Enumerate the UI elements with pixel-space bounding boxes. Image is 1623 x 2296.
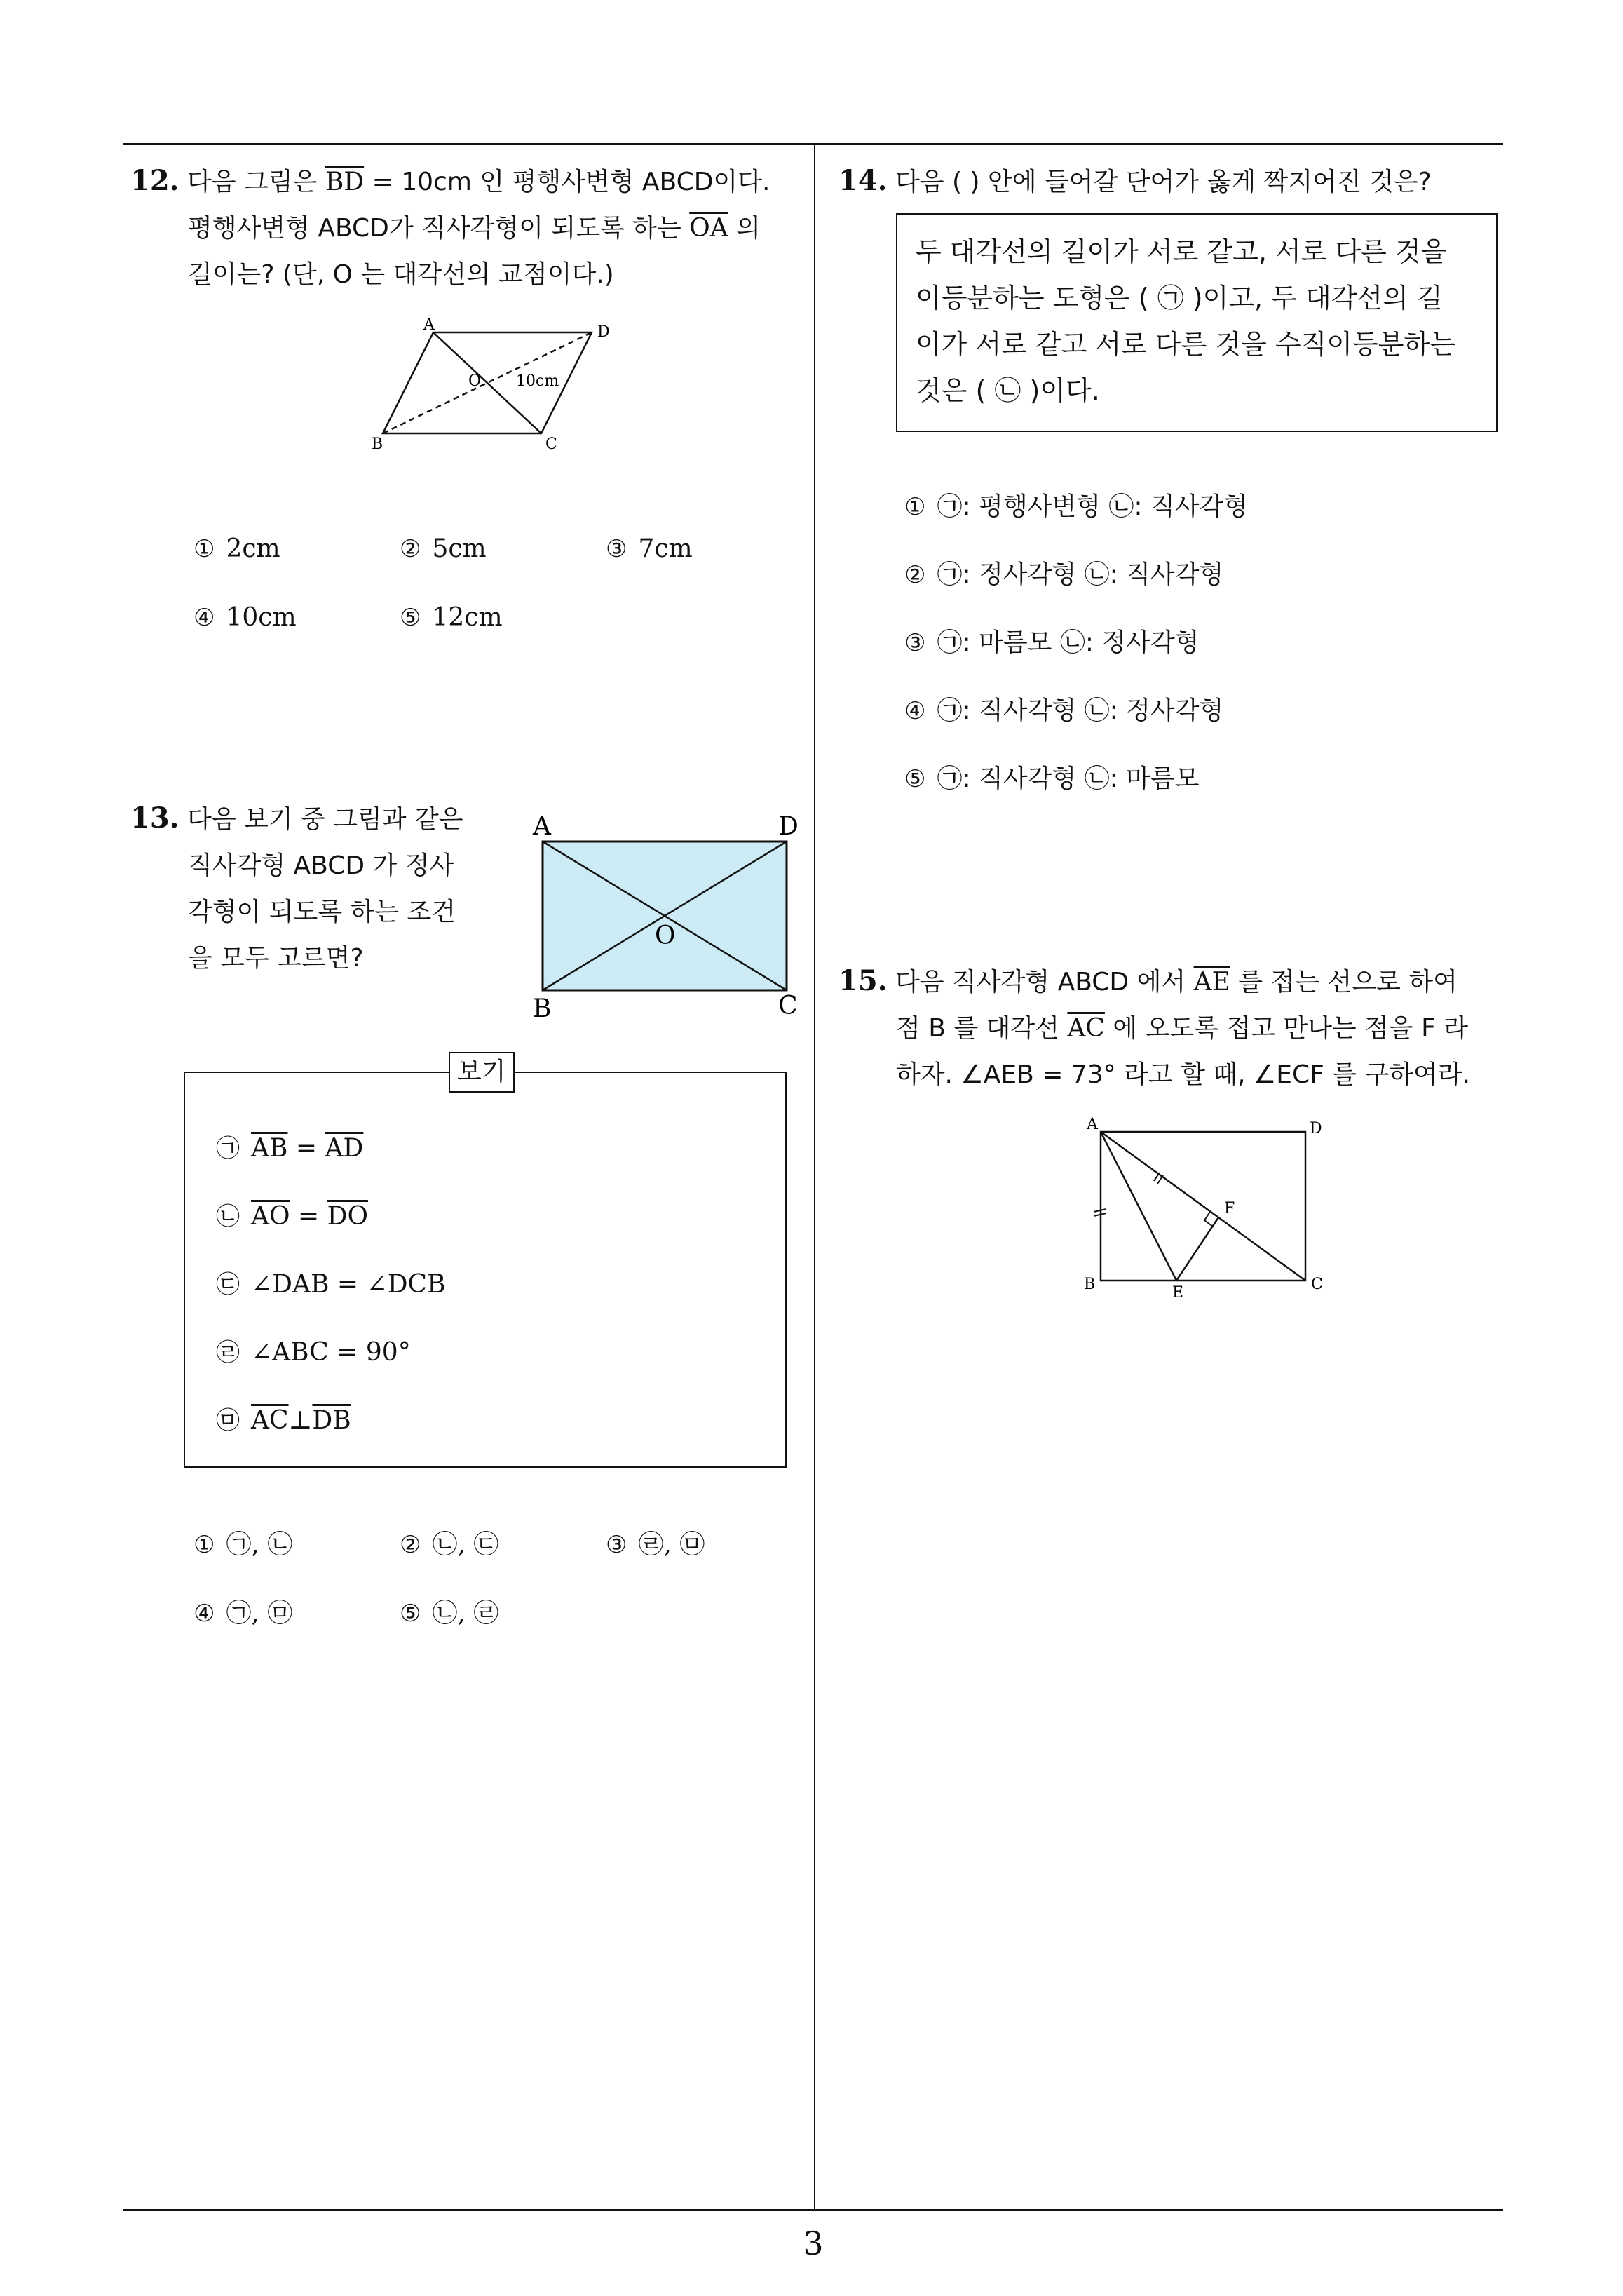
condition-3: ㉢ ∠DAB = ∠DCB [216,1270,446,1299]
right-angle-mark [1204,1212,1213,1227]
q12-choice-3[interactable]: ③ 7cm [606,534,693,563]
tick-af-2 [1157,1175,1163,1184]
q15-line1: 15. 다음 직사각형 ABCD 에서 $\overline{AE}$ 를 접는 선으로 하여 [838,964,1458,997]
q13-rectangle-figure [526,806,813,1031]
condition-2: ㉡ $\overline{AO} = \overline{DO}$ [216,1202,368,1231]
segment-ae [1101,1132,1176,1281]
q15-label-e: E [1172,1284,1184,1297]
q13-label-d: D [778,812,799,841]
segment-oa: $\overline{OA}$ [689,214,728,243]
q12-line1: 12. 다음 그림은 $\overline{BD} = 10cm$ 인 평행사변형 ABCD이다. [130,164,770,197]
q14-choice-2[interactable]: ② ㉠: 정사각형 ㉡: 직사각형 [904,560,1224,589]
tick-af-1 [1154,1173,1160,1181]
q14-choice-5[interactable]: ⑤ ㉠: 직사각형 ㉡: 마름모 [904,764,1200,793]
q15-line3: 하자. ∠AEB = 73° 라고 할 때, ∠ECF 를 구하여라. [896,1060,1471,1089]
q14-statement: 두 대각선의 길이가 서로 같고, 서로 다른 것을 이등분하는 도형은 ( ㉠ )이고, 두 대각선의 길 이가 서로 같고 서로 다른 것을 수직이등분하는 것은 ( ㉡ )이다. [916,236,1455,406]
q12-label-b: B [372,435,383,453]
q15-label-c: C [1311,1276,1323,1293]
q12-choice-5[interactable]: ⑤ 12cm [400,603,503,632]
q13-choice-4[interactable]: ④ ㉠, ㉤ [193,1599,293,1628]
q12-label-c: C [545,435,557,453]
condition-5: ㉤ $\overline{AC}\perp\overline{DB}$ [216,1406,351,1435]
condition-4: ㉣ ∠ABC = 90° [216,1338,411,1367]
question-14 [838,158,1498,205]
q14-choice-1[interactable]: ① ㉠: 평행사변형 ㉡: 직사각형 [904,492,1249,521]
condition-1: ㉠ $\overline{AB} = \overline{AD}$ [216,1134,364,1163]
question-15 [838,958,1512,1098]
q13-label-o: O [655,921,676,950]
question-13: 13. 다음 보기 중 그림과 같은 직사각형 ABCD 가 정사 각형이 되도록 하는 조건 을 모두 고르면? [130,795,509,982]
page-number: 3 [803,2224,824,2262]
bottom-rule [123,2209,1503,2211]
q12-label-a: A [423,316,435,334]
q13-number: 13. [130,802,179,835]
top-rule [123,143,1503,145]
q15-label-b: B [1084,1276,1096,1293]
q12-choice-2[interactable]: ② 5cm [400,534,487,563]
segment-ae: $\overline{AE}$ [1193,968,1230,997]
q14-line1: 14. 다음 ( ) 안에 들어갈 단어가 옳게 짝지어진 것은? [838,164,1432,197]
q12-choice-1[interactable]: ① 2cm [193,534,280,563]
question-12 [130,158,803,298]
q12-label-o: O [468,372,482,390]
q15-number: 15. [838,964,888,997]
q15-line2: 점 B 를 대각선 $\overline{AC}$ 에 오도록 접고 만나는 점을 F 라 [896,1014,1469,1043]
q13-choice-1[interactable]: ① ㉠, ㉡ [193,1530,293,1559]
q12-parallelogram-figure [365,316,645,456]
bogi-label: 보기 [449,1052,515,1093]
q13-label-c: C [778,992,798,1020]
segment-ac: $\overline{AC}$ [1067,1014,1105,1043]
q13-choice-5[interactable]: ⑤ ㉡, ㉣ [400,1599,499,1628]
q13-line1: 13. 다음 보기 중 그림과 같은 [130,802,463,835]
q15-label-d: D [1310,1120,1322,1137]
q15-label-f: F [1224,1200,1235,1217]
q12-label-d: D [597,323,610,341]
q13-label-a: A [533,812,551,841]
column-divider [814,143,815,2210]
segment-bd: $\overline{BD}$ [325,168,365,196]
q12-number: 12. [130,164,179,197]
q12-label-length: 10cm [516,372,559,390]
q12-line2: 평행사변형 ABCD가 직사각형이 되도록 하는 $\overline{OA}$ 의 [188,214,761,243]
q14-choice-4[interactable]: ④ ㉠: 직사각형 ㉡: 정사각형 [904,696,1224,725]
q15-rectangle-figure [1073,1108,1339,1297]
diagonal-ac [1101,1132,1305,1281]
q14-number: 14. [838,164,888,197]
q12-line3: 길이는? (단, O 는 대각선의 교점이다.) [188,260,614,289]
q13-label-b: B [533,994,552,1023]
q12-choice-4[interactable]: ④ 10cm [193,603,297,632]
q14-choice-3[interactable]: ③ ㉠: 마름모 ㉡: 정사각형 [904,628,1200,657]
q15-label-a: A [1087,1116,1098,1133]
q13-choice-3[interactable]: ③ ㉣, ㉤ [606,1530,705,1559]
q13-choice-2[interactable]: ② ㉡, ㉢ [400,1530,499,1559]
